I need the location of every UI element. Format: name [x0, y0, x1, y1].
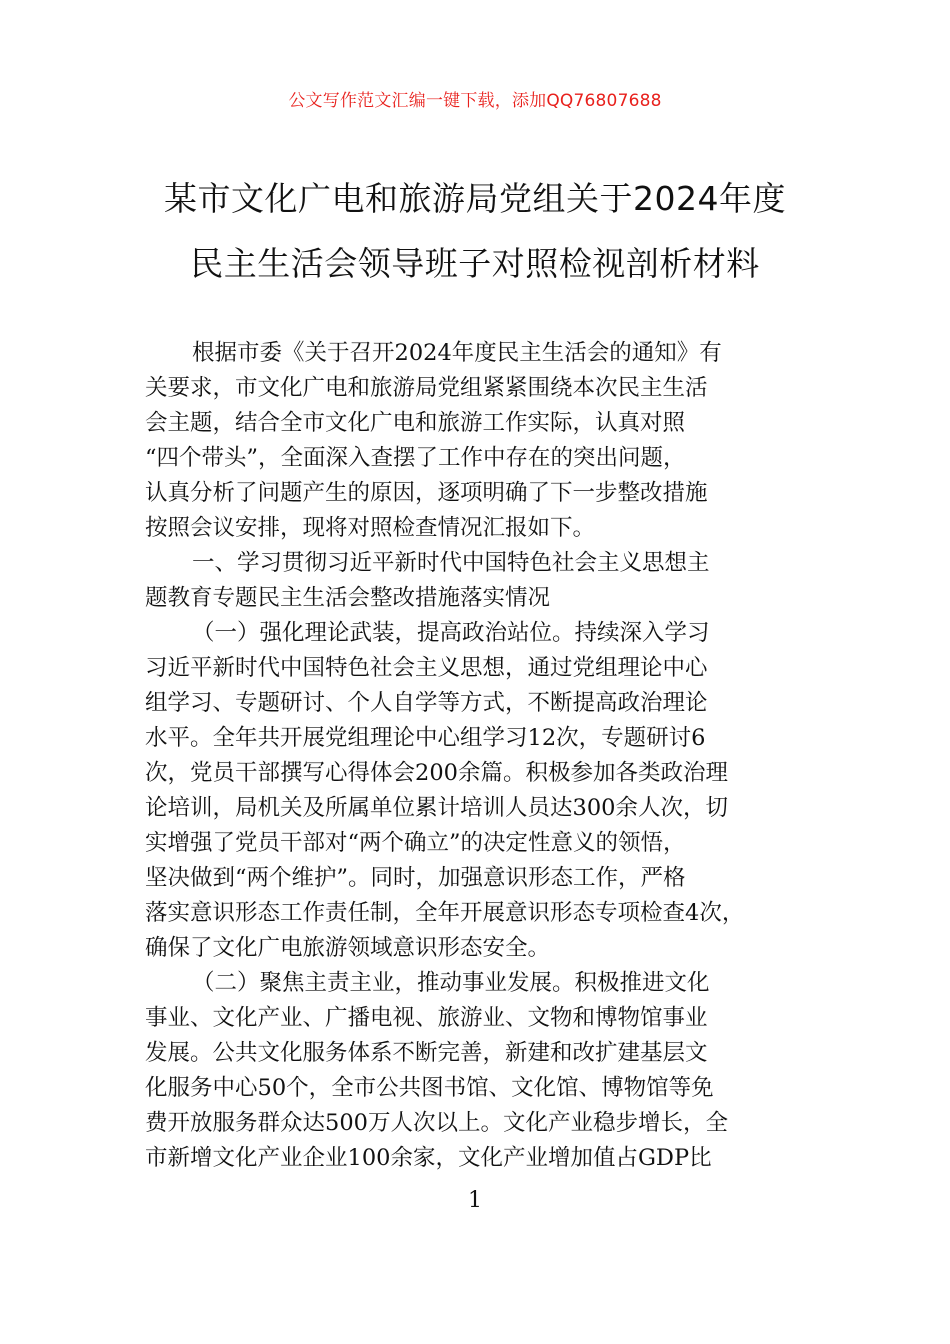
body-line: 化服务中心50个，全市公共图书馆、文化馆、博物馆等免: [145, 1075, 714, 1101]
section-heading: 一、学习贯彻习近平新时代中国特色社会主义思想主: [192, 550, 710, 576]
body-line: 水平。全年共开展党组理论中心组学习12次，专题研讨6: [145, 725, 706, 751]
body-line: 习近平新时代中国特色社会主义思想，通过党组理论中心: [145, 655, 708, 681]
body-line: 关要求，市文化广电和旅游局党组紧紧围绕本次民主生活: [145, 375, 708, 401]
document-title-line-2: 民主生活会领导班子对照检视剖析材料: [190, 244, 760, 283]
body-line: 事业、文化产业、广播电视、旅游业、文物和博物馆事业: [145, 1005, 708, 1031]
body-line: 论培训，局机关及所属单位累计培训人员达300余人次，切: [145, 795, 728, 821]
body-line: 市新增文化产业企业100余家，文化产业增加值占GDP比: [145, 1145, 712, 1171]
body-line: 认真分析了问题产生的原因，逐项明确了下一步整改措施: [145, 480, 708, 506]
body-line: （二）聚焦主责主业，推动事业发展。积极推进文化: [192, 970, 710, 996]
body-line: 确保了文化广电旅游领域意识形态安全。: [145, 935, 551, 961]
body-line: 会主题，结合全市文化广电和旅游工作实际，认真对照: [145, 410, 686, 436]
body-line: 落实意识形态工作责任制，全年开展意识形态专项检查4次，: [145, 900, 745, 926]
body-line: 坚决做到“两个维护”。同时，加强意识形态工作，严格: [145, 865, 686, 891]
body-line: 按照会议安排，现将对照检查情况汇报如下。: [145, 515, 596, 541]
body-line: “四个带头”，全面深入查摆了工作中存在的突出问题，: [145, 445, 686, 471]
body-line: （一）强化理论武装，提高政治站位。持续深入学习: [192, 620, 710, 646]
body-line: 实增强了党员干部对“两个确立”的决定性意义的领悟，: [145, 830, 686, 856]
body-line: 发展。公共文化服务体系不断完善，新建和改扩建基层文: [145, 1040, 708, 1066]
document-body: [145, 336, 810, 1176]
body-line: 根据市委《关于召开2024年度民主生活会的通知》有: [192, 340, 722, 366]
page-number: 1: [468, 1188, 482, 1213]
section-heading: 题教育专题民主生活会整改措施落实情况: [145, 585, 551, 611]
body-line: 次，党员干部撰写心得体会200余篇。积极参加各类政治理: [145, 760, 728, 786]
body-line: 组学习、专题研讨、个人自学等方式，不断提高政治理论: [145, 690, 708, 716]
document-title-line-1: 某市文化广电和旅游局党组关于2024年度: [164, 179, 786, 218]
download-notice: 公文写作范文汇编一键下载，添加QQ76807688: [288, 91, 662, 111]
body-line: 费开放服务群众达500万人次以上。文化产业稳步增长，全: [145, 1110, 728, 1136]
